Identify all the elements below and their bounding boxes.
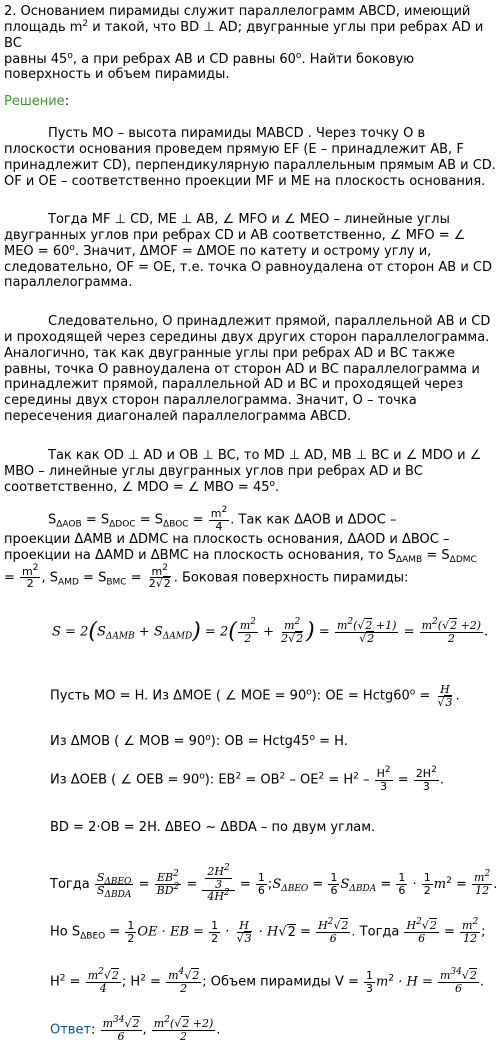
paragraph-text: . [275, 479, 280, 495]
degree-mark: o [269, 478, 275, 489]
problem-text: и такой, что BD ⊥ AD; двугранные углы при ребрах AD и BC [4, 19, 484, 51]
fraction: $\frac{m^2(√2 +2)}{2}$ [421, 617, 482, 645]
problem-text: площадь m [4, 19, 83, 35]
problem-statement [4, 4, 497, 83]
fraction: $\frac{1}{2}$ [423, 871, 431, 897]
exponent: 2 [82, 18, 89, 29]
area-beo-line: Но $S_{\Delta BEO}$ = $\frac{1}{2}$ OE · EB = $\frac{1}{2}$ · $\frac{H}{√3}$ · H√2 = $\frac{H^2√2}{6}$ . Тогда $\frac{H^2√2}{6}$ = $\frac{m^2}{12}$ ; [50, 917, 486, 945]
fraction: $\frac{S_{\Delta BEO}}{S_{\Delta BDA}}$ [96, 871, 132, 900]
fraction: $\frac{H}{√3}$ [236, 919, 252, 945]
fraction: $\frac{1}{6}$ [398, 871, 406, 897]
paragraph-4 [4, 448, 497, 496]
paragraph-3 [4, 314, 497, 425]
fraction: $\frac{m^2}{2√2}$ [281, 617, 304, 645]
moe-line: Пусть MO = H. Из ΔMOE ( ∠ MOE = $90^o$): OE = $Hctg60^o$ = $\frac{H}{√3}$ . [50, 683, 460, 709]
fraction: $\frac{2H^2}{3}$ [415, 765, 437, 793]
similarity-line: Тогда $\frac{S_{\Delta BEO}}{S_{\Delta BDA}}$ = $\frac{EB^2}{BD^2}$ = $\frac{\frac{2H^2}{3}}{4H^2}$ = $\frac{1}{6}$ $;S_{\Delta BEO}$ = $\frac{1}{6}$ $S_{\Delta BDA}$ = $\frac{1}{6}$ · $\frac{1}{2}$ $m^2$ = $\frac{m^2}{12}$ . [50, 863, 498, 904]
answer-line: Ответ: $\frac{m^{34}√2}{6}$ , $\frac{m^2(√2 +2)}{2}$ . [50, 1015, 221, 1043]
solution-heading [4, 94, 497, 110]
fraction: $\frac{m^2}{2}$ [239, 617, 256, 645]
problem-text: равны 45 [4, 51, 68, 67]
paragraph-2 [4, 212, 497, 291]
fraction: $\frac{1}{2}$ [127, 919, 135, 945]
fraction: $\frac{m^{34}√2}{6}$ [102, 1015, 140, 1043]
fraction: $\frac{\frac{2H^2}{3}}{4H^2}$ [202, 866, 234, 903]
fraction: $\frac{H^2}{3}$ [376, 765, 391, 793]
fraction: $\frac{H^2√2}{6}$ [318, 917, 349, 945]
degree-mark: o [67, 50, 73, 61]
bd-line: BD = 2·OB = 2H. ΔBEO ~ ΔBDA – по двум углам. [50, 820, 376, 835]
oeb-line: Из ΔOEB ( ∠ OEB = $90^o$): $EB^2 = OB^2 - OE^2 = H^2$ – $\frac{H^2}{3}$ = $\frac{2H^2}{3}$ . [50, 765, 444, 793]
fraction: $\frac{m^2}{12}$ [474, 869, 491, 897]
degree-mark: o [69, 242, 75, 253]
solution-label: Решение [4, 94, 65, 109]
fraction: $\frac{1}{3}$ [366, 969, 374, 995]
degree-mark: o [295, 50, 302, 61]
problem-line: 2. Основанием пирамиды служит параллелограмм ABCD, имеющий [4, 4, 471, 19]
fraction: $\frac{EB^2}{BD^2}$ [156, 869, 180, 897]
height-volume-line: $H^2$ = $\frac{m^2√2}{4}$ ; $H^2$ = $\frac{m^4√2}{2}$ ; Объем пирамиды V = $\frac{1}{3}$ $m^2 \cdot H$ = $\frac{m^{34}√2}{6}$ . [50, 967, 485, 995]
mob-line: Из ΔMOB ( ∠ MOB = $90^o$): OB = $Hctg45^o = H$. [50, 733, 348, 749]
fraction: $\frac{H}{√3}$ [437, 683, 453, 709]
problem-text: . Найти боковую [301, 51, 415, 67]
fraction: $\frac{m^2}{12}$ [462, 917, 479, 945]
fraction: $\frac{m^2√2}{4}$ [87, 967, 119, 995]
fraction: $\frac{1}{2}$ [211, 919, 219, 945]
problem-line: поверхность и объем пирамиды. [4, 67, 230, 83]
fraction: $\frac{m^2(√2 +1)}{√2}$ [336, 617, 397, 645]
fraction: $\frac{m^4√2}{2}$ [168, 967, 200, 995]
fraction: $\frac{1}{6}$ [330, 871, 338, 897]
fraction: $\frac{m^{34}√2}{6}$ [439, 967, 477, 995]
problem-text: , а при ребрах AB и CD равны 60 [72, 51, 296, 67]
paragraph-text: Следовательно, O принадлежит прямой, параллельной AB и CD и проходящей через середины двух других сторон параллелограмма. Аналогично, так как двугранные углы при ребрах AD и BC также равны, точка O равноудалена от сторон AD и BC параллелограмма и принадлежит прямой, параллельной AD и BC и проходящей через середины двух сторон параллелограмма. Значит, O – точка пересечения диагоналей параллелограмма ABCD. [4, 314, 491, 425]
colon: : [64, 94, 70, 109]
fraction: $\frac{m^2}{2√2}$ [148, 562, 171, 591]
fraction: $\frac{1}{6}$ [257, 871, 265, 897]
fraction: $\frac{H^2√2}{6}$ [406, 917, 437, 945]
paragraph-1 [4, 126, 497, 189]
lateral-surface-formula: $S = 2(S_{\Delta AMB} + S_{\Delta AMD}) = 2$( $\frac{m^2}{2}$ + $\frac{m^2}{2√2}$ ) = $\frac{m^2(√2 +1)}{√2}$ = $\frac{m^2(√2 +2)}{2}$ . [52, 617, 489, 645]
paragraph-text: Тогда MF ⊥ CD, ME ⊥ AB, ∠ MFO и ∠ MEO – линейные углы двугранных углов при ребрах CD и AB соответственно, ∠ MFO = ∠ MEO = 60 [4, 212, 466, 259]
paragraph-text: Так как OD ⊥ AD и OB ⊥ BC, то MD ⊥ AD, MB ⊥ BC и ∠ MDO и ∠ MBO – линейные углы двугранных углов при ребрах AD и BC соответственно, ∠ MDO = ∠ MBO = 45 [4, 448, 482, 495]
fraction: $\frac{m^2}{2}$ [22, 562, 39, 591]
areas-paragraph: $S_{\Delta AOB} = S_{\Delta DOC} = S_{\Delta BOC}$ = $\frac{m^2}{4}$ . Так как ΔAOB и ΔDOC – проекции ΔAMB и ΔDMC на плоскость основания, ΔAOD и ΔBOC – проекции на ΔAMD и ΔBMC на плоскость основания, то $S_{\Delta AMB} = S_{\Delta DMC}$ = $\frac{m^2}{2}$ , $S_{AMD} = S_{BMC}$ = $\frac{m^2}{2√2}$ . Боковая поверхность пирамиды: [4, 505, 477, 591]
fraction: $\frac{m^2}{4}$ [210, 505, 228, 533]
fraction: $\frac{m^2(√2 +2)}{2}$ [153, 1015, 214, 1043]
paragraph-text: . Значит, ΔMOF = ΔMOE по катету и острому углу и, следовательно, OF = OE, т.е. точка O равноудалена от сторон AB и CD параллелограмма. [4, 243, 493, 291]
paragraph-text: Пусть MO – высота пирамиды MABCD . Через точку O в плоскости основания проведем прямую EF (E – принадлежит AB, F принадлежит CD), перпендикулярную параллельным прямым AB и CD. OF и OE – соответственно проекции MF и ME на плоскость основания. [4, 126, 496, 189]
answer-label: Ответ [50, 1022, 92, 1038]
